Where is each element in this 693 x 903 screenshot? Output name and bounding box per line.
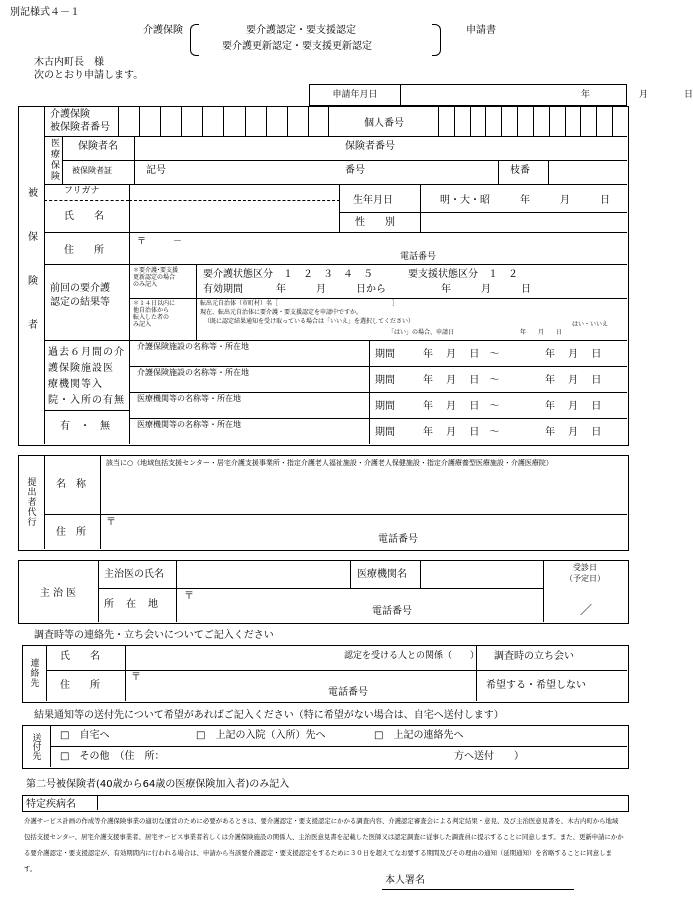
yes-no-choice[interactable]: はい・いいえ bbox=[572, 321, 609, 328]
doctor-address-label: 所 在 地 bbox=[104, 599, 159, 610]
divider bbox=[498, 160, 499, 184]
kigo-label: 記号 bbox=[146, 165, 166, 176]
divider bbox=[176, 588, 177, 622]
divider bbox=[98, 588, 543, 589]
doctor-postal-mark: 〒 bbox=[184, 591, 194, 602]
stay-period-3[interactable] bbox=[369, 392, 627, 418]
stay-facility-3[interactable]: 医療機関等の名称等・所在地 bbox=[137, 394, 241, 403]
period-from: 年 月 日 ～ bbox=[423, 401, 500, 412]
type-line1: 要介護認定・要支援認定 bbox=[246, 25, 356, 36]
divider bbox=[46, 670, 627, 671]
proxy-phone-label: 電話番号 bbox=[378, 534, 418, 545]
form-number: 別記様式４－１ bbox=[10, 7, 80, 18]
contact-relation[interactable]: 認定を受ける人との関係（ ） bbox=[344, 651, 480, 661]
sex-input[interactable] bbox=[420, 212, 627, 232]
divider bbox=[350, 560, 351, 588]
birth-month-unit: 月 bbox=[560, 195, 570, 206]
insurer-name-label: 保険者名 bbox=[78, 141, 118, 152]
divider bbox=[548, 160, 549, 184]
medical-insurance-label: 医療保険 bbox=[44, 136, 63, 185]
second-insured-title: 第二号被保険者(40歳から64歳の医療保険加入者)のみ記入 bbox=[26, 779, 290, 790]
furigana-input[interactable] bbox=[129, 184, 340, 201]
send-home-option[interactable]: □ 自宅へ bbox=[60, 730, 110, 741]
visit-date-slash[interactable]: ／ bbox=[580, 603, 593, 617]
date-label: 申請年月日 bbox=[310, 85, 401, 106]
period-to: 年 月 日 bbox=[545, 401, 602, 412]
birth-date-input[interactable] bbox=[420, 184, 627, 212]
proxy-name-label: 名 称 bbox=[56, 479, 86, 490]
bracket-right bbox=[432, 24, 441, 56]
stay-period-4[interactable] bbox=[369, 418, 627, 444]
notice-block bbox=[22, 725, 629, 769]
period-to: 年 月 日 bbox=[545, 349, 602, 360]
period-label: 期間 bbox=[375, 427, 395, 438]
sex-label: 性 別 bbox=[355, 217, 395, 228]
divider bbox=[129, 298, 627, 299]
period-label: 期間 bbox=[375, 349, 395, 360]
birth-label: 生年月日 bbox=[353, 195, 393, 206]
period-from: 年 月 日 ～ bbox=[423, 349, 500, 360]
consent-text: 介護サービス計画の作成等介護保険事業の適切な運営のために必要があるときは、要介護認定・要支援認定にかかる調査内容、介護認定審査会による判定結果・意見、及び主治医意見書を、木古内町から地域包括支援センター、居宅介護支援事業者、居宅サービス事業者若しくは介護保険施設の関係人、主治医意見書を記載した医師又は認定調査に従事した調査員に提示することに同意します。また、更新申請にかかる要介護認定・要支援認定が、有効期間内に行われる場合は、申請から当該要介護認定・要支援認定をするために３０日を超えてなお要する期間及びその理由の通知（延期通知）を省略することに同意します。 bbox=[24, 817, 624, 873]
period-from: 年 月 日 ～ bbox=[423, 427, 500, 438]
doc-title: 申請書 bbox=[466, 25, 496, 36]
edaban-label: 枝番 bbox=[510, 165, 530, 176]
disease-label: 特定疾病名 bbox=[22, 795, 98, 810]
insured-number-label: 介護保険 被保険者番号 bbox=[50, 109, 110, 133]
stays-label: 過去６月間の介 護保険施設医 療機関等入 院・入所の有無 bbox=[48, 347, 125, 406]
year-unit: 年 bbox=[581, 90, 591, 100]
birth-year-unit: 年 bbox=[520, 195, 530, 206]
divider bbox=[196, 264, 197, 298]
transfer-hint: （既に認定結果通知を受け取っている場合は「いいえ」を選択してください） bbox=[204, 318, 415, 325]
send-other-option[interactable]: □ その他 （住 所： bbox=[60, 751, 165, 762]
signature-label: 本人署名 bbox=[385, 875, 425, 886]
period-to: 年 月 日 bbox=[545, 375, 602, 386]
divider bbox=[44, 410, 129, 411]
intro-text: 次のとおり申請します。 bbox=[34, 70, 144, 81]
period-to: 年 月 日 bbox=[545, 427, 602, 438]
attend-label: 調査時の立ち会い bbox=[494, 651, 574, 662]
insurance-label: 介護保険 bbox=[143, 25, 183, 36]
day-unit: 日 bbox=[684, 90, 693, 100]
previous-result-label: 前回の要介護 認定の結果等 bbox=[50, 283, 110, 308]
proxy-address-label: 住 所 bbox=[56, 527, 86, 538]
transfer-question: 現在、転出元自治体に要介護・要支援認定を申請中ですか。 bbox=[200, 309, 363, 316]
send-facility-option[interactable]: □ 上記の入院（入所）先へ bbox=[196, 730, 326, 741]
stay-period-2[interactable] bbox=[369, 366, 627, 392]
postal-mark: 〒 － bbox=[137, 237, 183, 247]
hai-case-label: 「はい」の場合、申請日 bbox=[388, 329, 455, 336]
attend-choice[interactable]: 希望する・希望しない bbox=[486, 680, 586, 691]
divider bbox=[420, 560, 421, 588]
name-input[interactable] bbox=[129, 200, 340, 233]
stay-period-1[interactable] bbox=[369, 340, 627, 366]
name-label: 氏 名 bbox=[64, 211, 104, 222]
birth-day-unit: 日 bbox=[600, 195, 610, 206]
transfer-origin[interactable]: 転出元自治体（市町村）名［ ］ bbox=[200, 300, 399, 307]
era-choice: 明・大・昭 bbox=[440, 195, 490, 206]
address-input[interactable] bbox=[129, 232, 628, 264]
furigana-label: フリガナ bbox=[64, 186, 100, 196]
proxy-type-note[interactable]: 該当に○（地域包括支援センター・居宅介護支援事業所・指定介護老人福祉施設・介護老人保健施設・指定介護療養型医療施設・介護医療院） bbox=[106, 459, 553, 467]
phone-label: 電話番号 bbox=[400, 252, 437, 262]
insured-number-input[interactable] bbox=[118, 106, 329, 136]
divider bbox=[176, 560, 177, 588]
insurer-name-input[interactable] bbox=[134, 136, 335, 160]
visit-date-label: 受診日 （予定日） bbox=[565, 563, 605, 583]
period-from: 年 月 日 ～ bbox=[423, 375, 500, 386]
contact-address-label: 住 所 bbox=[60, 680, 100, 691]
valid-to[interactable]: 年 月 日 bbox=[441, 284, 531, 295]
divider bbox=[125, 645, 126, 701]
valid-period-label: 有効期間 bbox=[203, 284, 243, 295]
address-label: 住 所 bbox=[64, 245, 104, 256]
application-date-row bbox=[309, 84, 693, 106]
personal-number-label: 個人番号 bbox=[328, 106, 439, 136]
contact-postal-mark: 〒 bbox=[131, 672, 141, 683]
bango-label: 番号 bbox=[345, 165, 365, 176]
proxy-postal-mark: 〒 bbox=[106, 517, 116, 528]
divider bbox=[44, 264, 627, 265]
type-line2: 要介護更新認定・要支援更新認定 bbox=[222, 41, 372, 52]
care-level-choice[interactable]: 要介護状態区分 １ ２ ３ ４ ５ bbox=[203, 269, 373, 280]
divider bbox=[129, 264, 130, 340]
contact-phone-label: 電話番号 bbox=[328, 687, 368, 698]
stay-facility-1[interactable]: 介護保険施設の名称等・所在地 bbox=[137, 342, 249, 351]
insured-side-label: 被保険者 bbox=[18, 106, 45, 444]
divider bbox=[44, 514, 627, 515]
stay-facility-2[interactable]: 介護保険施設の名称等・所在地 bbox=[137, 368, 249, 377]
contact-side-label: 連絡先 bbox=[22, 645, 47, 701]
divider bbox=[50, 746, 627, 747]
contact-name-label: 氏 名 bbox=[60, 651, 100, 662]
doctor-name-label: 主治医の氏名 bbox=[104, 569, 164, 580]
card-label: 被保険者証 bbox=[72, 166, 112, 175]
stays-yes-no[interactable]: 有 ・ 無 bbox=[60, 421, 110, 432]
renewal-note: ＊要介護･要支援 更新認定の場合 のみ記入 bbox=[133, 267, 179, 288]
divider bbox=[196, 298, 197, 340]
contact-title: 調査時等の連絡先・立ち会いについてご記入ください bbox=[34, 630, 274, 641]
doctor-label: 主 治 医 bbox=[18, 560, 99, 622]
disease-input[interactable] bbox=[98, 795, 627, 810]
doctor-phone-label: 電話番号 bbox=[372, 606, 412, 617]
period-label: 期間 bbox=[375, 375, 395, 386]
proxy-block bbox=[18, 455, 629, 551]
bracket-left bbox=[190, 24, 199, 56]
addressee: 木古内町長 様 bbox=[34, 57, 104, 68]
notice-side-label: 送付先 bbox=[22, 725, 51, 767]
send-other-suffix: 方へ送付 ） bbox=[454, 751, 524, 762]
valid-from[interactable]: 年 月 日から bbox=[276, 284, 386, 295]
hai-date[interactable]: 年 月 日 bbox=[520, 329, 563, 336]
insurer-number-label: 保険者番号 bbox=[345, 141, 395, 152]
signature-line[interactable] bbox=[382, 889, 574, 890]
hospital-label: 医療機関名 bbox=[357, 569, 407, 580]
personal-number-input[interactable] bbox=[438, 106, 628, 136]
proxy-side-label: 提出者代行 bbox=[18, 455, 45, 549]
divider bbox=[100, 455, 101, 549]
period-label: 期間 bbox=[375, 401, 395, 412]
send-contact-option[interactable]: □ 上記の連絡先へ bbox=[374, 730, 464, 741]
support-level-choice[interactable]: 要支援状態区分 １ ２ bbox=[408, 269, 518, 280]
date-field[interactable] bbox=[401, 85, 693, 106]
notice-title: 結果通知等の送付先について希望があればご記入ください（特に希望がない場合は、自宅へ送付します） bbox=[34, 710, 504, 721]
transfer-note: ＊１４日以内に 他自治体から 転入した者の み記入 bbox=[133, 300, 176, 328]
stay-facility-4[interactable]: 医療機関等の名称等・所在地 bbox=[137, 420, 241, 429]
month-unit: 月 bbox=[639, 90, 649, 100]
